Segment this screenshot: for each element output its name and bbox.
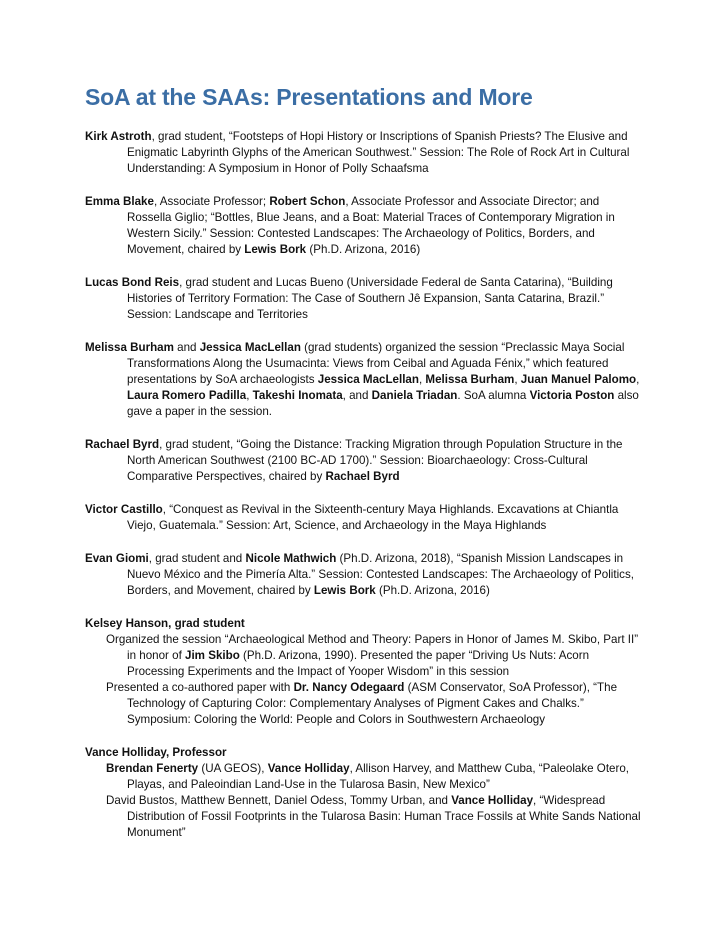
entry-sub-paragraph: Organized the session “Archaeological Method and Theory: Papers in Honor of James M. Skibo, Part II” in honor of Jim Skibo (Ph.D. Arizona, 1990). Presented the paper “Driving Us Nuts: Acorn Processing Experiments and the Impact of Yooper Wisdom” in this session [106, 633, 639, 678]
entry-paragraph: Evan Giomi, grad student and Nicole Mathwich (Ph.D. Arizona, 2018), “Spanish Mission Landscapes in Nuevo México and the Pimería Alta.” Session: Contested Landscapes: The Archaeology of Politics, Borders, and Movement, chaired by Lewis Bork (Ph.D. Arizona, 2016) [85, 552, 634, 597]
entry-castillo [85, 502, 645, 534]
entry-sub-paragraph: Presented a co-authored paper with Dr. Nancy Odegaard (ASM Conservator, SoA Professor), “The Technology of Capturing Color: Complementary Analyses of Pigment Cakes and Chalks.” Symposium: Coloring the World: People and Colors in Southwestern Archaeology [106, 681, 618, 726]
entry-giomi [85, 551, 645, 599]
entry-burham [85, 340, 645, 420]
entry-sub-paragraph: Brendan Fenerty (UA GEOS), Vance Holliday, Allison Harvey, and Matthew Cuba, “Paleolake Otero, Playas, and Paleoindian Land-Use in the Tularosa Basin, New Mexico” [106, 762, 630, 791]
entry-blake [85, 194, 645, 258]
entry-paragraph: Rachael Byrd, grad student, “Going the Distance: Tracking Migration through Population Structure in the North American Southwest (2100 BC-AD 1700).” Session: Bioarchaeology: Cross-Cultural Comparative Perspectives, chaired by Rachael Byrd [85, 438, 623, 483]
entry-sub-paragraph: David Bustos, Matthew Bennett, Daniel Odess, Tommy Urban, and Vance Holliday, “Widespread Distribution of Fossil Footprints in the Tularosa Basin: Human Trace Fossils at White Sands National Monument” [106, 794, 641, 839]
entry-hanson [85, 616, 645, 728]
entry-bond-reis [85, 275, 645, 323]
entry-heading: Vance Holliday, Professor [85, 746, 227, 759]
entry-byrd [85, 437, 645, 485]
entry-paragraph: Lucas Bond Reis, grad student and Lucas Bueno (Universidade Federal de Santa Catarina), “Building Histories of Territory Formation: The Case of Southern Jê Expansion, Santa Catarina, Brazil.” Session: Landscape and Territories [85, 276, 613, 321]
entry-paragraph: Emma Blake, Associate Professor; Robert Schon, Associate Professor and Associate Director; and Rossella Giglio; “Bottles, Blue Jeans, and a Boat: Material Traces of Contemporary Migration in Western Sicily.” Session: Contested Landscapes: The Archaeology of Politics, Borders, and Movement, chaired by Lewis Bork (Ph.D. Arizona, 2016) [85, 195, 615, 256]
entry-paragraph: Kirk Astroth, grad student, “Footsteps of Hopi History or Inscriptions of Spanish Priests? The Elusive and Enigmatic Labyrinth Glyphs of the American Southwest.” Session: The Role of Rock Art in Cultural Understanding: A Symposium in Honor of Polly Schaafsma [85, 130, 630, 175]
page-title: SoA at the SAAs: Presentations and More [85, 84, 533, 110]
entry-heading: Kelsey Hanson, grad student [85, 617, 245, 630]
entry-paragraph: Victor Castillo, “Conquest as Revival in the Sixteenth-century Maya Highlands. Excavations at Chiantla Viejo, Guatemala.” Session: Art, Science, and Archaeology in the Maya Highlands [85, 503, 619, 532]
entry-holliday [85, 745, 645, 841]
entry-astroth [85, 129, 645, 177]
document-page [85, 84, 645, 858]
entry-paragraph: Melissa Burham and Jessica MacLellan (grad students) organized the session “Preclassic Maya Social Transformations Along the Usumacinta: Views from Ceibal and Aguada Fénix,” which featured presentations by SoA archaeologists Jessica MacLellan, Melissa Burham, Juan Manuel Palomo, Laura Romero Padilla, Takeshi Inomata, and Daniela Triadan. SoA alumna Victoria Poston also gave a paper in the session. [85, 341, 640, 418]
